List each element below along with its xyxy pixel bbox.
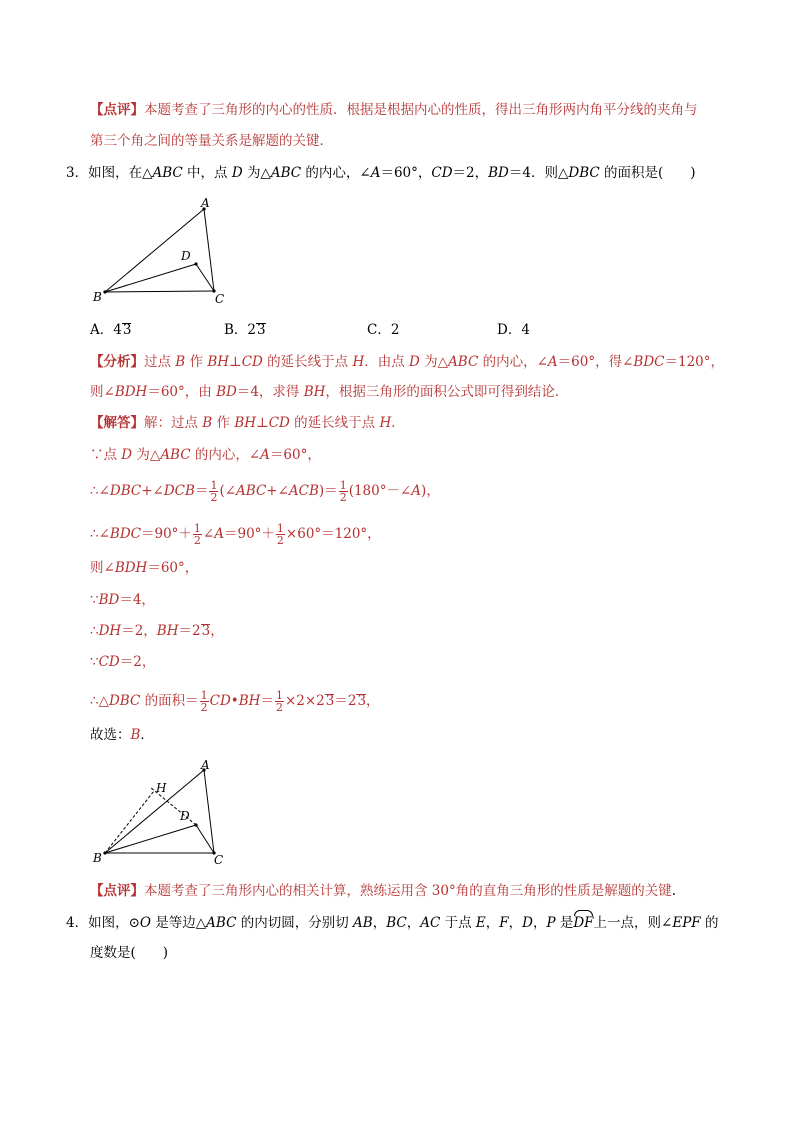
t: ＝60°，: [269, 447, 321, 463]
fraction: [276, 523, 285, 546]
t: ＝2: [334, 693, 357, 709]
t: ，根据三角形的面积公式即可得到结论．: [325, 384, 569, 400]
t: 解：过点: [144, 415, 203, 431]
comment-period: .: [671, 883, 677, 899]
t: ＝: [260, 693, 274, 709]
t: )，: [421, 483, 440, 499]
option-b[interactable]: [224, 320, 266, 340]
option-label: D．4: [497, 322, 530, 338]
label-d: D: [181, 249, 191, 263]
n: 1: [276, 522, 284, 535]
t: 的内切圆，分别切: [236, 915, 354, 931]
solution-step-7: [90, 652, 155, 672]
solution-step-2: [90, 480, 440, 503]
t: 上一点，则∠: [593, 915, 673, 931]
analysis-line2: [90, 382, 568, 402]
t: (∠: [219, 483, 237, 499]
v: BH: [156, 623, 179, 639]
analysis-tag: 【分析】: [90, 354, 144, 370]
t: ＝4，: [119, 592, 155, 608]
v: DBC: [109, 483, 142, 499]
t: ，: [366, 693, 380, 709]
d: 2: [193, 534, 201, 547]
analysis-line1: [90, 352, 724, 372]
v: P: [546, 915, 556, 931]
solution-tag: 【解答】: [90, 415, 144, 431]
comment-top-line1: [90, 100, 698, 120]
question-number: 3．: [66, 165, 89, 181]
v: CD: [209, 693, 231, 709]
question-3-stem: [66, 163, 696, 183]
stem-var: A: [370, 165, 381, 181]
t: ＝90°＋: [140, 526, 192, 542]
t: ×60°＝120°，: [285, 526, 381, 542]
t: ，: [532, 915, 547, 931]
sqrt: 3: [122, 322, 132, 338]
v: ACB: [288, 483, 319, 499]
sqrt: 3: [257, 322, 266, 338]
t: ．: [140, 727, 154, 743]
t: ⊥: [256, 415, 269, 431]
label-d: D: [180, 809, 190, 823]
stem-var: BD: [488, 165, 509, 181]
comment-text: 本题考查了三角形内心的相关计算，熟练运用含 30°角的直角三角形的性质是解题的关键: [144, 883, 672, 899]
solution-step-5: [90, 590, 155, 610]
t: ＝2: [178, 623, 201, 639]
v: DCB: [163, 483, 195, 499]
t: 为△: [132, 447, 161, 463]
t: 过点: [144, 354, 176, 370]
t: ∠: [202, 526, 215, 542]
v: BDC: [633, 354, 665, 370]
v: CD: [98, 654, 120, 670]
t: ＝2，: [121, 623, 157, 639]
t: ∴∠: [90, 526, 110, 542]
stem-text: ＝60°，: [380, 165, 432, 181]
v: B: [202, 415, 213, 431]
stem-text: 的面积是( ): [599, 165, 696, 181]
sqrt: 3: [325, 693, 335, 709]
n: 1: [339, 479, 347, 492]
v: BH: [234, 415, 257, 431]
solution-step-4: [90, 558, 198, 578]
label-a: A: [201, 758, 210, 772]
v: B: [175, 354, 186, 370]
fraction: [193, 523, 202, 546]
v: BDC: [109, 526, 141, 542]
n: 1: [275, 689, 283, 702]
t: 的面积＝: [140, 693, 199, 709]
v: AC: [420, 915, 441, 931]
t: ，: [406, 915, 421, 931]
stem-var: DBC: [568, 165, 600, 181]
question-4-stem: [66, 913, 718, 933]
t: 为△: [419, 354, 449, 370]
t: ，: [372, 915, 387, 931]
stem-var: ABC: [270, 165, 302, 181]
n: 1: [210, 479, 218, 492]
comment-tag: 【点评】: [90, 102, 144, 118]
option-d[interactable]: [497, 320, 530, 340]
comment-tag: 【点评】: [90, 883, 144, 899]
t: 的: [700, 915, 719, 931]
v: EPF: [672, 915, 701, 931]
t: ＝120°，: [664, 354, 725, 370]
t: ∴∠: [90, 483, 110, 499]
t: ，: [210, 623, 224, 639]
fraction: [209, 480, 218, 503]
v: BC: [386, 915, 407, 931]
v: D: [409, 354, 420, 370]
t: 如图，⊙: [88, 915, 140, 931]
t: ＝60°，由: [147, 384, 217, 400]
solution-step-8: [90, 690, 380, 713]
solution-step-3: [90, 523, 381, 546]
v: E: [475, 915, 486, 931]
t: ＝60°，: [147, 560, 199, 576]
stem-text: 如图，在△: [88, 165, 153, 181]
t: ＝2，: [119, 654, 156, 670]
d: 2: [276, 534, 284, 547]
v: A: [547, 354, 558, 370]
v: A: [260, 447, 270, 463]
stem-var: CD: [431, 165, 453, 181]
t: +∠: [141, 483, 164, 499]
label-h: H: [156, 781, 167, 795]
v: AB: [353, 915, 373, 931]
t: •: [230, 693, 239, 709]
t: ∵: [90, 592, 99, 608]
label-c: C: [215, 292, 225, 306]
solution-intro: [90, 413, 405, 433]
stem-text: 中，点: [182, 165, 232, 181]
label-b: B: [93, 290, 102, 304]
t: (180°－∠: [348, 483, 412, 499]
v: H: [379, 415, 392, 431]
t: )＝: [318, 483, 338, 499]
v: A: [214, 526, 224, 542]
v: ABC: [206, 915, 237, 931]
v: ABC: [160, 447, 191, 463]
n: 1: [200, 689, 208, 702]
v: BD: [216, 384, 237, 400]
solution-step-1: [90, 445, 321, 465]
v: BH: [207, 354, 230, 370]
v: F: [499, 915, 509, 931]
comment-text: 本题考查了三角形的内心的性质．根据是根据内心的性质，得出三角形两内角平分线的夹角与: [144, 102, 698, 118]
d: 2: [339, 491, 347, 504]
question-4-line2: 度数是( ): [90, 945, 169, 961]
t: +∠: [266, 483, 289, 499]
v: BD: [98, 592, 120, 608]
fraction: [339, 480, 348, 503]
t: ＝90°＋: [223, 526, 275, 542]
v: H: [352, 354, 365, 370]
t: 作: [212, 415, 235, 431]
v: A: [411, 483, 422, 499]
t: ．: [391, 415, 405, 431]
t: ∴: [90, 623, 99, 639]
t: 的延长线于点: [289, 415, 380, 431]
option-c[interactable]: [367, 320, 399, 340]
t: ＝4，求得: [236, 384, 304, 400]
v: BH: [303, 384, 326, 400]
d: 2: [275, 701, 283, 714]
t: 是: [555, 915, 574, 931]
stem-text: 的内心，∠: [301, 165, 371, 181]
triangle-figure-1: [88, 195, 238, 310]
triangle-figure-2: [88, 757, 238, 872]
stem-var: ABC: [152, 165, 183, 181]
comment-top-line2: 第三个角之间的等量关系是解题的关键．: [90, 133, 333, 149]
t: 于点: [440, 915, 476, 931]
t: 则∠: [90, 560, 115, 576]
t: 则∠: [90, 384, 115, 400]
question-number: 4．: [66, 915, 89, 931]
d: 2: [200, 701, 208, 714]
t: 故选：: [90, 727, 131, 743]
solution-choice: [90, 725, 154, 745]
sqrt: 3: [357, 693, 367, 709]
t: ＝60°，得∠: [557, 354, 634, 370]
v: O: [139, 915, 151, 931]
v: BH: [238, 693, 261, 709]
n: 1: [193, 522, 201, 535]
solution-step-6: [90, 621, 224, 641]
option-label: B．2: [224, 322, 257, 338]
label-c: C: [214, 853, 224, 867]
t: ，: [508, 915, 523, 931]
t: 是等边△: [150, 915, 207, 931]
fraction: [200, 690, 209, 713]
option-a[interactable]: [90, 320, 131, 340]
t: 的内心，∠: [478, 354, 548, 370]
comment-bottom: [90, 881, 676, 901]
t: ⊥: [229, 354, 242, 370]
t: 的延长线于点: [262, 354, 353, 370]
t: ∵: [90, 654, 99, 670]
v: BDH: [114, 384, 148, 400]
t: ．由点: [364, 354, 410, 370]
arc-df: DF: [573, 915, 594, 931]
sqrt: 3: [201, 623, 211, 639]
stem-var: D: [231, 165, 243, 181]
d: 2: [210, 491, 218, 504]
stem-text: 为△: [242, 165, 271, 181]
t: ∴△: [90, 693, 109, 709]
v: D: [121, 447, 133, 463]
label-b: B: [93, 851, 102, 865]
v: DH: [98, 623, 122, 639]
stem-text: ＝2，: [452, 165, 489, 181]
v: ABC: [236, 483, 267, 499]
v: BDH: [114, 560, 148, 576]
v: DBC: [108, 693, 141, 709]
v: B: [130, 727, 141, 743]
v: D: [522, 915, 533, 931]
stem-text: ＝4．则△: [508, 165, 569, 181]
v: ABC: [448, 354, 479, 370]
option-label: C．2: [367, 322, 400, 338]
t: ＝: [194, 483, 209, 499]
fraction: [275, 690, 284, 713]
v: CD: [241, 354, 263, 370]
t: ∵点: [90, 447, 122, 463]
label-a: A: [201, 196, 210, 210]
v: CD: [268, 415, 290, 431]
t: 的内心，∠: [190, 447, 261, 463]
t: ，: [485, 915, 500, 931]
t: ×2×2: [284, 693, 325, 709]
t: 作: [185, 354, 208, 370]
option-label: A．4: [90, 322, 122, 338]
